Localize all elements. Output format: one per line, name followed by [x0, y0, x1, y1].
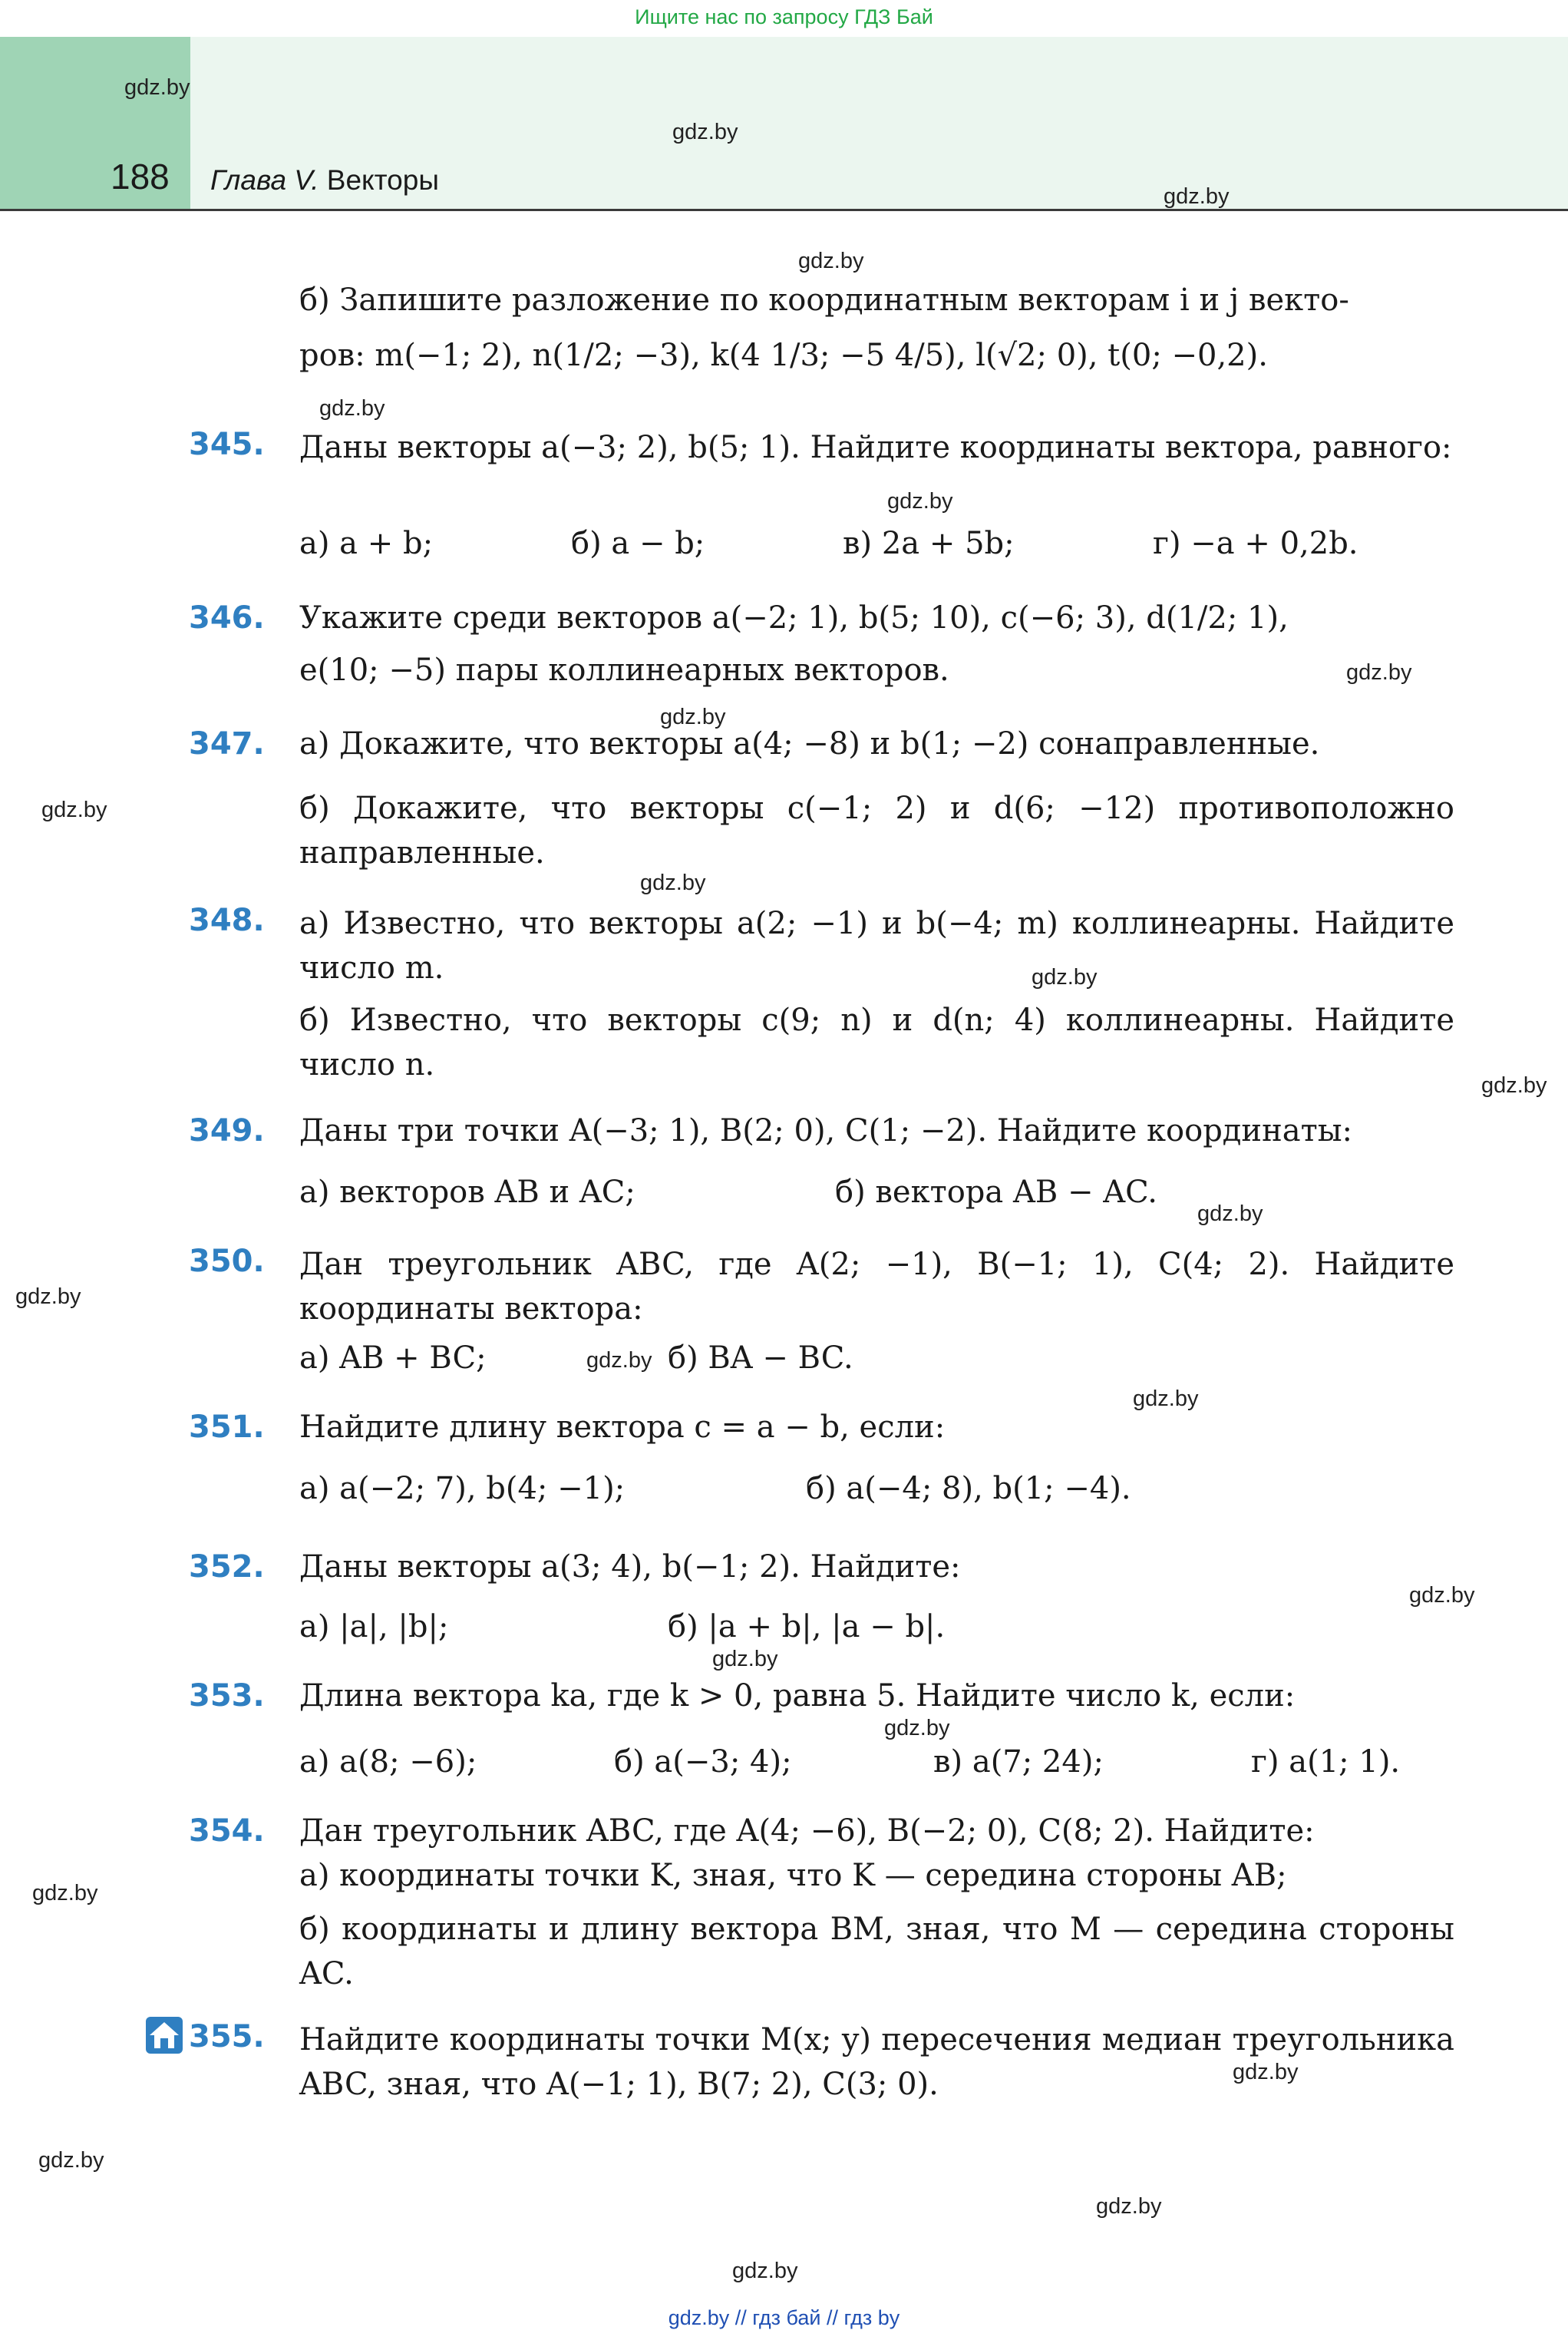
- problem-number: 346.: [189, 600, 265, 636]
- problem-352-b: б) |a + b|, |a − b|.: [668, 1609, 946, 1644]
- problem-344b-line1: б) Запишите разложение по координатным векторам i и j векто-: [299, 283, 1349, 318]
- problem-354-b: б) координаты и длину вектора BM, зная, что M — середина стороны AC.: [299, 1912, 1454, 1991]
- problem-347-a: а) Докажите, что векторы a(4; −8) и b(1; −2) сонаправленные.: [299, 726, 1320, 762]
- problem-348-a: а) Известно, что векторы a(2; −1) и b(−4; m) коллинеарны. Найдите число m.: [299, 906, 1454, 986]
- problem-352-a: а) |a|, |b|;: [299, 1609, 449, 1644]
- home-icon: [146, 2017, 183, 2054]
- problem-347-b: б) Докажите, что векторы c(−1; 2) и d(6; −12) противоположно направленные.: [299, 791, 1454, 871]
- problem-346-line1: Укажите среди векторов a(−2; 1), b(5; 10), c(−6; 3), d(1/2; 1),: [299, 600, 1289, 636]
- problem-345-a: а) a + b;: [299, 526, 434, 561]
- watermark: gdz.by: [1032, 965, 1098, 990]
- problem-number: 353.: [189, 1678, 265, 1714]
- watermark: gdz.by: [1481, 1073, 1547, 1098]
- problem-number: 354.: [189, 1813, 265, 1849]
- watermark: gdz.by: [319, 396, 385, 421]
- problem-352-text: Даны векторы a(3; 4), b(−1; 2). Найдите:: [299, 1549, 961, 1585]
- problem-number: 352.: [189, 1549, 265, 1585]
- problem-353-d: г) a(1; 1).: [1251, 1744, 1401, 1780]
- watermark: gdz.by: [798, 249, 864, 273]
- problem-345-b: б) a − b;: [571, 526, 705, 561]
- watermark: gdz.by: [124, 75, 190, 100]
- problem-number: 347.: [189, 726, 265, 762]
- problem-345-text: Даны векторы a(−3; 2), b(5; 1). Найдите координаты вектора, равного:: [299, 430, 1452, 465]
- problem-350-b: б) BA − BC.: [668, 1340, 853, 1376]
- chapter-heading: [210, 164, 439, 197]
- watermark: gdz.by: [672, 120, 738, 144]
- problem-345-d: г) −a + 0,2b.: [1153, 526, 1358, 561]
- problem-354-text: Дан треугольник ABC, где A(4; −6), B(−2; 0), C(8; 2). Найдите:: [299, 1813, 1315, 1849]
- problem-350-text: Дан треугольник ABC, где A(2; −1), B(−1; 1), C(4; 2). Найдите координаты вектора:: [299, 1247, 1454, 1327]
- watermark: gdz.by: [1409, 1583, 1475, 1608]
- header-rule: [0, 209, 1568, 211]
- problem-354-a: а) координаты точки K, зная, что K — середина стороны AB;: [299, 1858, 1287, 1893]
- problem-344b-line2: ров: m(−1; 2), n(1/2; −3), k(4 1/3; −5 4/5), l(√2; 0), t(0; −0,2).: [299, 338, 1268, 373]
- problem-355-text: Найдите координаты точки M(x; y) пересечения медиан треугольника ABC, зная, что A(−1; 1), B(7; 2), C(3; 0).: [299, 2022, 1454, 2102]
- footer-links: gdz.by // гдз бай // гдз by: [668, 2306, 900, 2329]
- watermark: gdz.by: [640, 871, 706, 895]
- problem-349-text: Даны три точки A(−3; 1), B(2; 0), C(1; −2). Найдите координаты:: [299, 1113, 1353, 1149]
- watermark: gdz.by: [1197, 1201, 1263, 1226]
- watermark: gdz.by: [1346, 660, 1412, 685]
- problem-349-b: б) вектора AB − AC.: [835, 1175, 1157, 1210]
- watermark: gdz.by: [1164, 184, 1230, 209]
- problem-346-line2: e(10; −5) пары коллинеарных векторов.: [299, 653, 949, 688]
- problem-353-a: а) a(8; −6);: [299, 1744, 477, 1780]
- problem-351-a: а) a(−2; 7), b(4; −1);: [299, 1471, 626, 1506]
- problem-350-a: а) AB + BC;: [299, 1340, 487, 1376]
- page-number: 188: [111, 157, 170, 197]
- problem-351-b: б) a(−4; 8), b(1; −4).: [806, 1471, 1131, 1506]
- watermark: gdz.by: [1133, 1386, 1199, 1411]
- problem-number: 355.: [189, 2019, 265, 2054]
- top-banner: Ищите нас по запросу ГДЗ Бай: [635, 5, 933, 28]
- watermark: gdz.by: [887, 489, 953, 514]
- watermark: gdz.by: [732, 2259, 798, 2283]
- problem-345-c: в) 2a + 5b;: [843, 526, 1015, 561]
- problem-number: 348.: [189, 903, 265, 938]
- watermark: gdz.by: [38, 2148, 104, 2173]
- problem-number: 350.: [189, 1244, 265, 1279]
- problem-number: 351.: [189, 1410, 265, 1445]
- problem-351-text: Найдите длину вектора c = a − b, если:: [299, 1410, 946, 1445]
- chapter-title: Векторы: [326, 164, 439, 196]
- watermark: gdz.by: [660, 705, 726, 729]
- problem-349-a: а) векторов AB и AC;: [299, 1175, 635, 1210]
- chapter-label: Глава V.: [210, 164, 319, 196]
- problem-353-text: Длина вектора ka, где k > 0, равна 5. Найдите число k, если:: [299, 1678, 1296, 1714]
- watermark: gdz.by: [1233, 2060, 1299, 2084]
- watermark: gdz.by: [41, 798, 107, 822]
- watermark: gdz.by: [586, 1348, 652, 1373]
- problem-353-c: в) a(7; 24);: [933, 1744, 1104, 1780]
- problem-348-b: б) Известно, что векторы c(9; n) и d(n; 4) коллинеарны. Найдите число n.: [299, 1003, 1454, 1082]
- problem-number: 345.: [189, 427, 265, 462]
- watermark: gdz.by: [32, 1881, 98, 1905]
- watermark: gdz.by: [15, 1284, 81, 1309]
- watermark: gdz.by: [1096, 2194, 1162, 2219]
- watermark: gdz.by: [884, 1716, 950, 1740]
- watermark: gdz.by: [712, 1647, 778, 1671]
- problem-number: 349.: [189, 1113, 265, 1149]
- problem-353-b: б) a(−3; 4);: [614, 1744, 792, 1780]
